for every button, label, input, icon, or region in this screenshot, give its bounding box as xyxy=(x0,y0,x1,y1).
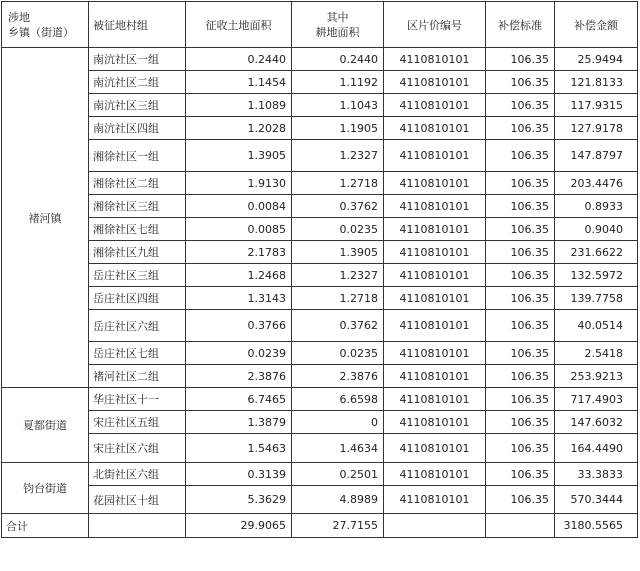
village-cell: 南沆社区四组 xyxy=(89,117,186,140)
standard-cell: 106.35 xyxy=(486,195,555,218)
village-cell: 南沆社区一组 xyxy=(89,48,186,71)
village-cell: 宋庄社区五组 xyxy=(89,411,186,434)
table-row xyxy=(2,486,638,514)
table-row xyxy=(2,287,638,310)
arable-area-cell: 1.2718 xyxy=(292,287,384,310)
arable-area-cell: 1.3905 xyxy=(292,241,384,264)
standard-cell: 106.35 xyxy=(486,94,555,117)
land-area-cell: 0.0085 xyxy=(186,218,292,241)
land-area-cell: 1.1454 xyxy=(186,71,292,94)
amount-cell: 570.3444 xyxy=(555,486,638,514)
village-cell: 宋庄社区六组 xyxy=(89,434,186,463)
arable-area-cell: 4.8989 xyxy=(292,486,384,514)
header-township-line2: 乡镇（街道） xyxy=(8,25,74,39)
table-row xyxy=(2,434,638,463)
standard-cell: 106.35 xyxy=(486,434,555,463)
arable-area-cell: 1.1905 xyxy=(292,117,384,140)
arable-area-cell: 0.3762 xyxy=(292,195,384,218)
header-village-group: 被征地村组 xyxy=(89,2,186,48)
district-code-cell: 4110810101 xyxy=(384,434,486,463)
district-code-cell: 4110810101 xyxy=(384,172,486,195)
header-land-area: 征收土地面积 xyxy=(186,2,292,48)
township-cell: 钧台街道 xyxy=(2,463,89,514)
arable-area-cell: 1.2327 xyxy=(292,140,384,172)
amount-cell: 147.6032 xyxy=(555,411,638,434)
land-area-cell: 1.5463 xyxy=(186,434,292,463)
standard-cell: 106.35 xyxy=(486,388,555,411)
land-area-cell: 2.1783 xyxy=(186,241,292,264)
arable-area-cell: 1.4634 xyxy=(292,434,384,463)
amount-cell: 40.0514 xyxy=(555,310,638,342)
total-amount-cell: 3180.5565 xyxy=(555,514,638,538)
amount-cell: 203.4476 xyxy=(555,172,638,195)
amount-cell: 717.4903 xyxy=(555,388,638,411)
district-code-cell: 4110810101 xyxy=(384,287,486,310)
township-cell: 褚河镇 xyxy=(2,48,89,388)
land-area-cell: 6.7465 xyxy=(186,388,292,411)
arable-area-cell: 1.2327 xyxy=(292,264,384,287)
standard-cell: 106.35 xyxy=(486,140,555,172)
district-code-cell: 4110810101 xyxy=(384,411,486,434)
village-cell: 岳庄社区六组 xyxy=(89,310,186,342)
arable-area-cell: 0.0235 xyxy=(292,218,384,241)
amount-cell: 2.5418 xyxy=(555,342,638,365)
total-empty-cell xyxy=(486,514,555,538)
district-code-cell: 4110810101 xyxy=(384,94,486,117)
standard-cell: 106.35 xyxy=(486,117,555,140)
amount-cell: 0.9040 xyxy=(555,218,638,241)
table-row xyxy=(2,365,638,388)
land-area-cell: 0.0239 xyxy=(186,342,292,365)
district-code-cell: 4110810101 xyxy=(384,342,486,365)
table-row xyxy=(2,71,638,94)
total-empty-cell xyxy=(89,514,186,538)
amount-cell: 127.9178 xyxy=(555,117,638,140)
amount-cell: 33.3833 xyxy=(555,463,638,486)
header-standard: 补偿标准 xyxy=(486,2,555,48)
standard-cell: 106.35 xyxy=(486,71,555,94)
land-area-cell: 1.2028 xyxy=(186,117,292,140)
land-area-cell: 1.3143 xyxy=(186,287,292,310)
land-area-cell: 5.3629 xyxy=(186,486,292,514)
table-row xyxy=(2,117,638,140)
amount-cell: 121.8133 xyxy=(555,71,638,94)
table-row xyxy=(2,241,638,264)
arable-area-cell: 1.1043 xyxy=(292,94,384,117)
table-row xyxy=(2,342,638,365)
district-code-cell: 4110810101 xyxy=(384,388,486,411)
total-label-cell: 合计 xyxy=(2,514,89,538)
land-area-cell: 2.3876 xyxy=(186,365,292,388)
village-cell: 湘徐社区七组 xyxy=(89,218,186,241)
land-area-cell: 1.9130 xyxy=(186,172,292,195)
table-row xyxy=(2,195,638,218)
district-code-cell: 4110810101 xyxy=(384,241,486,264)
land-area-cell: 0.3139 xyxy=(186,463,292,486)
standard-cell: 106.35 xyxy=(486,486,555,514)
village-cell: 北街社区六组 xyxy=(89,463,186,486)
table-row xyxy=(2,388,638,411)
amount-cell: 139.7758 xyxy=(555,287,638,310)
standard-cell: 106.35 xyxy=(486,241,555,264)
table-row xyxy=(2,218,638,241)
total-arable-cell: 27.7155 xyxy=(292,514,384,538)
arable-area-cell: 0.3762 xyxy=(292,310,384,342)
table-row xyxy=(2,463,638,486)
village-cell: 岳庄社区四组 xyxy=(89,287,186,310)
table-row xyxy=(2,172,638,195)
district-code-cell: 4110810101 xyxy=(384,486,486,514)
district-code-cell: 4110810101 xyxy=(384,140,486,172)
header-arable-line1: 其中 xyxy=(326,10,349,24)
village-cell: 褚河社区二组 xyxy=(89,365,186,388)
standard-cell: 106.35 xyxy=(486,411,555,434)
standard-cell: 106.35 xyxy=(486,218,555,241)
table-row xyxy=(2,94,638,117)
township-cell: 夏都街道 xyxy=(2,388,89,463)
standard-cell: 106.35 xyxy=(486,172,555,195)
district-code-cell: 4110810101 xyxy=(384,365,486,388)
amount-cell: 164.4490 xyxy=(555,434,638,463)
amount-cell: 231.6622 xyxy=(555,241,638,264)
arable-area-cell: 1.1192 xyxy=(292,71,384,94)
standard-cell: 106.35 xyxy=(486,342,555,365)
table-row xyxy=(2,48,638,71)
table-row xyxy=(2,140,638,172)
compensation-table xyxy=(1,1,638,538)
village-cell: 南沆社区二组 xyxy=(89,71,186,94)
header-amount: 补偿金额 xyxy=(555,2,638,48)
amount-cell: 25.9494 xyxy=(555,48,638,71)
arable-area-cell: 6.6598 xyxy=(292,388,384,411)
district-code-cell: 4110810101 xyxy=(384,463,486,486)
district-code-cell: 4110810101 xyxy=(384,264,486,287)
land-area-cell: 0.3766 xyxy=(186,310,292,342)
header-arable-area xyxy=(292,2,384,48)
village-cell: 湘徐社区九组 xyxy=(89,241,186,264)
standard-cell: 106.35 xyxy=(486,287,555,310)
standard-cell: 106.35 xyxy=(486,264,555,287)
header-township-line1: 涉地 xyxy=(8,10,30,24)
table-row xyxy=(2,411,638,434)
district-code-cell: 4110810101 xyxy=(384,218,486,241)
arable-area-cell: 1.2718 xyxy=(292,172,384,195)
village-cell: 湘徐社区一组 xyxy=(89,140,186,172)
header-district-code: 区片价编号 xyxy=(384,2,486,48)
district-code-cell: 4110810101 xyxy=(384,195,486,218)
district-code-cell: 4110810101 xyxy=(384,117,486,140)
land-area-cell: 1.3905 xyxy=(186,140,292,172)
land-area-cell: 1.1089 xyxy=(186,94,292,117)
standard-cell: 106.35 xyxy=(486,463,555,486)
land-area-cell: 1.3879 xyxy=(186,411,292,434)
arable-area-cell: 0 xyxy=(292,411,384,434)
arable-area-cell: 2.3876 xyxy=(292,365,384,388)
land-area-cell: 1.2468 xyxy=(186,264,292,287)
village-cell: 岳庄社区三组 xyxy=(89,264,186,287)
amount-cell: 0.8933 xyxy=(555,195,638,218)
village-cell: 花园社区十组 xyxy=(89,486,186,514)
header-township xyxy=(2,2,89,48)
amount-cell: 117.9315 xyxy=(555,94,638,117)
village-cell: 湘徐社区二组 xyxy=(89,172,186,195)
village-cell: 华庄社区十一 xyxy=(89,388,186,411)
amount-cell: 253.9213 xyxy=(555,365,638,388)
total-land-cell: 29.9065 xyxy=(186,514,292,538)
table-row xyxy=(2,264,638,287)
village-cell: 湘徐社区三组 xyxy=(89,195,186,218)
total-empty-cell xyxy=(384,514,486,538)
table-row xyxy=(2,310,638,342)
district-code-cell: 4110810101 xyxy=(384,71,486,94)
standard-cell: 106.35 xyxy=(486,48,555,71)
standard-cell: 106.35 xyxy=(486,310,555,342)
header-arable-line2: 耕地面积 xyxy=(315,25,360,39)
header-row xyxy=(2,2,638,48)
district-code-cell: 4110810101 xyxy=(384,48,486,71)
arable-area-cell: 0.2440 xyxy=(292,48,384,71)
district-code-cell: 4110810101 xyxy=(384,310,486,342)
total-row xyxy=(2,514,638,538)
standard-cell: 106.35 xyxy=(486,365,555,388)
land-area-cell: 0.0084 xyxy=(186,195,292,218)
arable-area-cell: 0.0235 xyxy=(292,342,384,365)
land-area-cell: 0.2440 xyxy=(186,48,292,71)
village-cell: 南沆社区三组 xyxy=(89,94,186,117)
arable-area-cell: 0.2501 xyxy=(292,463,384,486)
amount-cell: 132.5972 xyxy=(555,264,638,287)
amount-cell: 147.8797 xyxy=(555,140,638,172)
village-cell: 岳庄社区七组 xyxy=(89,342,186,365)
